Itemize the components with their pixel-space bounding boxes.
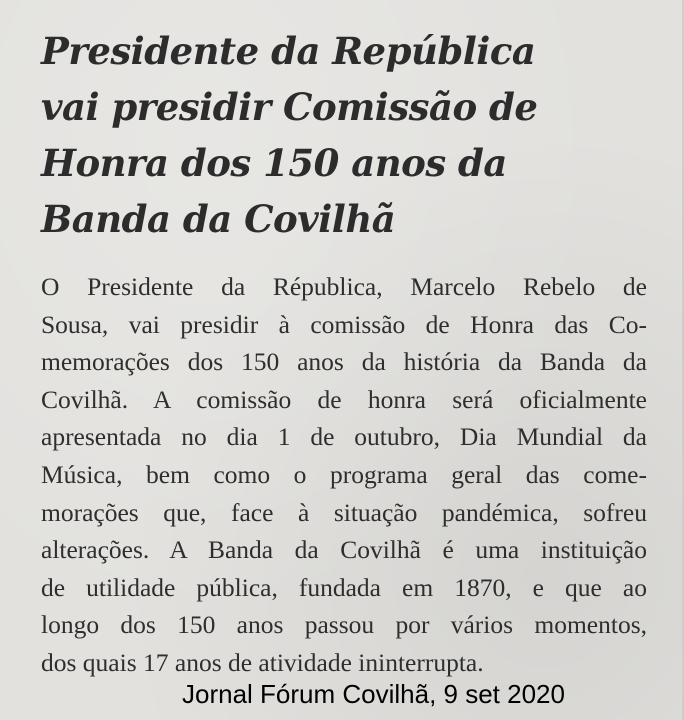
body-line: Música, bem como o programa geral das come- (41, 459, 647, 489)
headline-line: Honra dos 150 anos da (41, 141, 507, 185)
body-line: alterações. A Banda da Covilhã é uma instituição (41, 535, 647, 565)
headline-line: Presidente da República (41, 29, 536, 73)
body-line: memorações dos 150 anos da história da Banda da (41, 347, 647, 377)
body-line: dos quais 17 anos de atividade ininterrupta. (41, 647, 484, 677)
body-line: O Presidente da Républica, Marcelo Rebelo de (41, 272, 647, 301)
body-line: Covilhã. A comissão de honra será oficialmente (41, 384, 647, 414)
body-line: apresentada no dia 1 de outubro, Dia Mundial da (41, 422, 647, 452)
body-line: morações que, face à situação pandémica, sofreu (41, 497, 647, 527)
headline-line: vai presidir Comissão de (41, 85, 538, 129)
headline-line: Banda da Covilhã (41, 197, 396, 241)
source-caption: Jornal Fórum Covilhã, 9 set 2020 (182, 679, 565, 709)
body-line: Sousa, vai presidir à comissão de Honra das Co- (41, 309, 647, 339)
article-body (41, 268, 647, 682)
body-line: longo dos 150 anos passou por vários momentos, (41, 610, 647, 640)
body-line: de utilidade pública, fundada em 1870, e que ao (41, 572, 647, 602)
article-headline (41, 23, 641, 247)
